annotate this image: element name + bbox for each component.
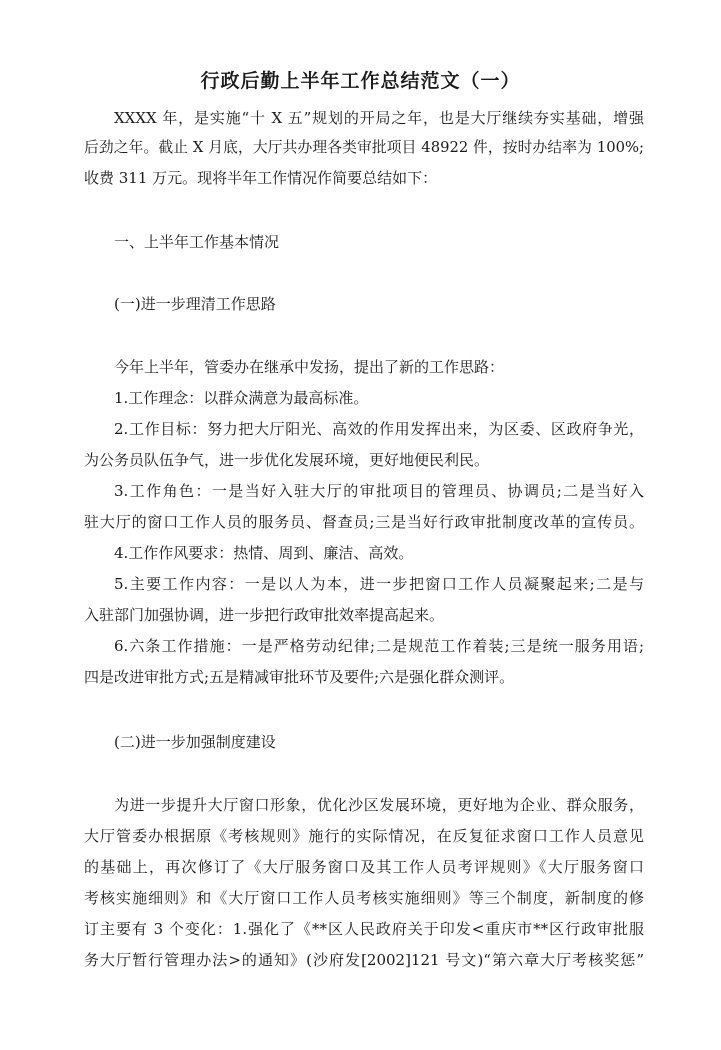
paragraph-line: 务大厅暂行管理办法>的通知》(沙府发[2002]121 号文)“第六章大厅考核奖惩” [84,951,644,969]
paragraph-line: 今年上半年，管委办在继承中发扬，提出了新的工作思路： [114,358,505,376]
paragraph-line: XXXX 年，是实施“十 X 五”规划的开局之年，也是大厅继续夯实基础，增强 [114,109,644,127]
paragraph-line: 入驻部门加强协调，进一步把行政审批效率提高起来。 [84,606,445,624]
subsection-heading: (二)进一步加强制度建设 [114,733,276,751]
paragraph-line: 四是改进审批方式;五是精减审批环节及要件;六是强化群众测评。 [84,668,515,686]
paragraph-line: 驻大厅的窗口工作人员的服务员、督查员;三是当好行政审批制度改革的宣传员。 [84,513,644,531]
paragraph-line: 收费 311 万元。现将半年工作情况作简要总结如下： [84,169,438,187]
list-item: 5.主要工作内容：一是以人为本，进一步把窗口工作人员凝聚起来;二是与 [114,575,644,593]
list-item: 4.工作作风要求：热情、周到、廉洁、高效。 [114,544,414,562]
list-item: 2.工作目标：努力把大厅阳光、高效的作用发挥出来，为区委、区政府争光， [114,420,644,438]
paragraph-line: 为进一步提升大厅窗口形象，优化沙区发展环境，更好地为企业、群众服务， [114,796,644,814]
paragraph-line: 大厅管委办根据原《考核规则》施行的实际情况，在反复征求窗口工作人员意见 [84,827,644,845]
paragraph-line: 考核实施细则》和《大厅窗口工作人员考核实施细则》等三个制度，新制度的修 [84,889,644,907]
list-item: 6.六条工作措施：一是严格劳动纪律;二是规范工作着装;三是统一服务用语; [114,637,644,655]
paragraph-line: 为公务员队伍争气，进一步优化发展环境，更好地便民利民。 [84,451,490,469]
paragraph-line: 后劲之年。截止 X 月底，大厅共办理各类审批项目 48922 件，按时办结率为 100%; [84,139,644,156]
subsection-heading: (一)进一步理清工作思路 [114,295,276,313]
section-heading: 一、上半年工作基本情况 [114,233,280,251]
document-title: 行政后勤上半年工作总结范文（一） [200,70,521,92]
paragraph-line: 的基础上，再次修订了《大厅服务窗口及其工作人员考评规则》《大厅服务窗口 [84,858,644,876]
paragraph-line: 订主要有 3 个变化：1.强化了《**区人民政府关于印发<重庆市**区行政审批服 [84,920,644,938]
list-item: 3.工作角色：一是当好入驻大厅的审批项目的管理员、协调员;二是当好入 [114,482,644,500]
list-item: 1.工作理念：以群众满意为最高标准。 [114,389,369,407]
